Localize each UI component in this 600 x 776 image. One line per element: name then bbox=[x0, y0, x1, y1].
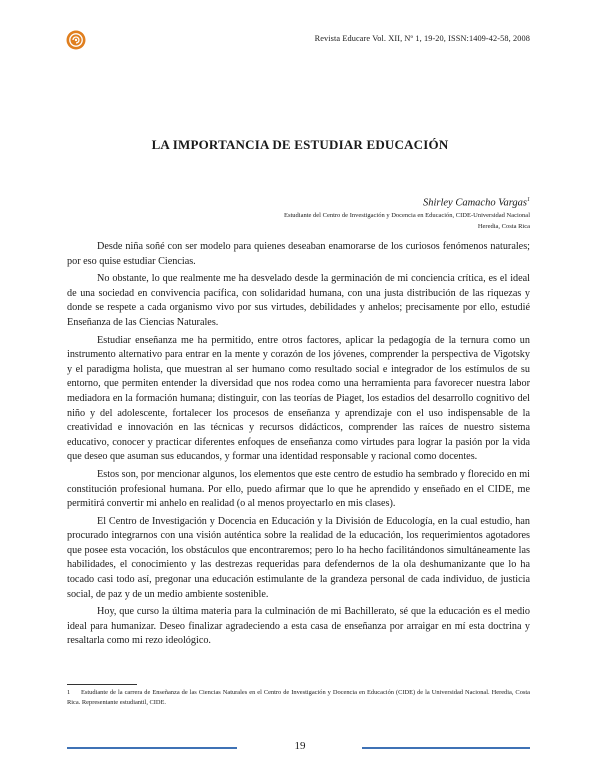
paragraph: Desde niña soñé con ser modelo para quienes deseaban enamorarse de los curiosos fenómenos naturales; por eso quise estudiar Ciencias. bbox=[67, 241, 530, 267]
paragraph: El Centro de Investigación y Docencia en Educación y la División de Educología, en la cual estudio, han procurado integrarnos con una visión auténtica sobre la realidad de la educación, los requerimientos agotadores que posee esta vocación, los obstáculos que encontraremos; pero lo ha hecho facilitándonos simultáneamente las habilidades, el conocimiento y las destrezas requeridas para defendernos de la ola deshumanizante que lo ha tocado casi todo así, pregonar una educación estimulante de la grandeza personal de cada individuo, de justicia social, de paz y de un medio ambiente sostenible. bbox=[67, 515, 530, 600]
footnote-text: Estudiante de la carrera de Enseñanza de las Ciencias Naturales en el Centro de Investigación y Docencia en Educación (CIDE) de la Universidad Nacional. Heredia, Costa Rica. Representante estudiantil, CIDE. bbox=[67, 689, 530, 706]
author-footnote-marker[interactable]: 1 bbox=[527, 197, 530, 203]
author-name bbox=[284, 194, 530, 210]
article-body bbox=[67, 240, 530, 652]
footnote bbox=[67, 688, 530, 708]
paragraph: Estos son, por mencionar algunos, los elementos que este centro de estudio ha sembrado y florecido en mi constitución profesional humana. Por ello, puedo afirmar que lo que he aprendido y enseñado en el CIDE, me permitirá convertir mi anhelo en realidad (o al menos proyectarlo en mis clases). bbox=[67, 468, 530, 510]
paragraph: Hoy, que curso la última materia para la culminación de mi Bachillerato, sé que la educación es el medio ideal para humanizar. Deseo finalizar agradeciendo a esta casa de enseñanza por arraigar en mí esta doctrina y resaltarla como mi rezo ideológico. bbox=[67, 606, 530, 647]
paragraph: Estudiar enseñanza me ha permitido, entre otros factores, aplicar la pedagogía de la ternura como un instrumento alternativo para entrar en la mente y corazón de los jóvenes, comprender la perspectiva de Vigotsky y el paradigma holista, que muestran al ser humano como resultado social e integrador de los estímulos de su entorno, que permiten entender la diversidad que nos rodea como una herramienta para favorecer nuestra labor mediadora en la formación humana; distinguir, con las teorías de Piaget, los estadios del desarrollo cognitivo del niño y del adolescente, fortalecer los procesos de enseñanza y aprendizaje con el uso indispensable de la creatividad e innovación en las técnicas y recursos didácticos, comprender las raíces de nuestro sistema educativo, conocer y practicar diferentes enfoques de enseñanza como virtudes para lograr la pasión por la vida que deseo que asuman sus educandos, y formar una identidad responsable y racional como docentes. bbox=[67, 334, 530, 463]
author-affiliation: Estudiante del Centro de Investigación y Docencia en Educación, CIDE-Universidad Nacional bbox=[283, 211, 530, 219]
journal-info: Revista Educare Vol. XII, Nº 1, 19-20, ISSN:1409-42-58, 2008 bbox=[314, 34, 530, 43]
spiral-sun-logo-icon bbox=[66, 30, 86, 50]
footnote-divider bbox=[67, 684, 137, 685]
page-number: 19 bbox=[294, 740, 306, 752]
article-title: LA IMPORTANCIA DE ESTUDIAR EDUCACIÓN bbox=[151, 137, 449, 152]
author-block bbox=[284, 194, 530, 232]
paragraph: No obstante, lo que realmente me ha desvelado desde la germinación de mi conciencia crítica, es el ideal de una sociedad en convivencia pacífica, con solidaridad humana, con una justa distribución de las riquezas y donde se respete a cada organismo vivo por sus virtudes, debilidades y anhelos; precisamente por ello, estudié Enseñanza de las Ciencias Naturales. bbox=[67, 273, 530, 328]
author-location: Heredia, Costa Rica bbox=[477, 222, 530, 230]
author-name-text: Shirley Camacho Vargas bbox=[422, 197, 527, 209]
footer-rule-right bbox=[362, 747, 530, 749]
footnote-number: 1 bbox=[67, 689, 71, 696]
